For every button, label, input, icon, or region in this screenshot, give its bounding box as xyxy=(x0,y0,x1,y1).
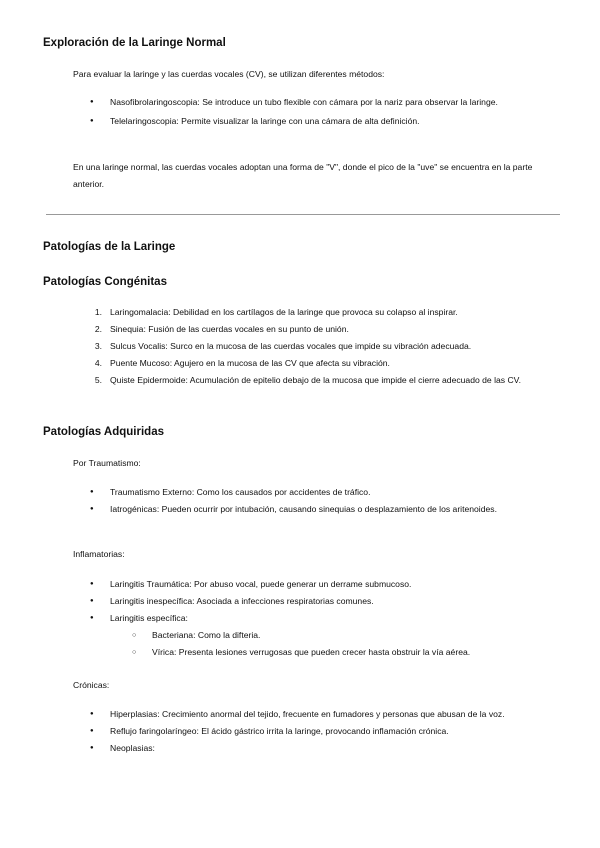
list-item: ● Neoplasias: xyxy=(88,740,558,757)
sub-list-item: ○ Vírica: Presenta lesiones verrugosas que pueden crecer hasta obstruir la vía aérea. xyxy=(130,644,558,661)
list-item: ● Hiperplasias: Crecimiento anormal del tejido, frecuente en fumadores y personas que abusan de la voz. xyxy=(88,706,558,723)
subsection-title-congenitas: Patologías Congénitas xyxy=(43,276,167,288)
list-item: ● Laringitis específica: ○ Bacteriana: Como la difteria. ○ Vírica: Presenta lesiones verrugosas que pueden crecer hasta obstruir la vía aérea. xyxy=(88,610,558,661)
laringitis-especifica-sublist xyxy=(110,627,558,661)
inflamatorias-label: Inflamatorias: xyxy=(73,549,125,559)
list-item: ● Traumatismo Externo: Como los causados por accidentes de tráfico. xyxy=(88,484,558,501)
section-title-exploracion: Exploración de la Laringe Normal xyxy=(43,37,226,49)
list-item: 5. Quiste Epidermoide: Acumulación de epitelio debajo de la mucosa que impide el cierre adecuado de las CV. xyxy=(94,375,522,385)
exploracion-methods-list xyxy=(88,94,558,130)
list-item: ● Laringitis Traumática: Por abuso vocal, puede generar un derrame submucoso. xyxy=(88,576,558,593)
congenitas-list xyxy=(88,304,558,389)
list-item: ● Telelaringoscopia: Permite visualizar la laringe con una cámara de alta definición. xyxy=(88,113,558,130)
section-title-patologias: Patologías de la Laringe xyxy=(43,241,176,253)
inflamatorias-list xyxy=(88,576,558,661)
cronicas-label: Crónicas: xyxy=(73,680,110,690)
list-item: 3. Sulcus Vocalis: Surco en la mucosa de las cuerdas vocales que impide su vibración adecuada. xyxy=(94,341,472,351)
list-item: 2. Sinequia: Fusión de las cuerdas vocales en su punto de unión. xyxy=(94,324,349,334)
traumatismo-label: Por Traumatismo: xyxy=(73,458,141,468)
list-item: ● Nasofibrolaringoscopia: Se introduce un tubo flexible con cámara por la nariz para observar la laringe. xyxy=(88,94,558,111)
sub-list-item: ○ Bacteriana: Como la difteria. xyxy=(130,627,558,644)
list-item: ● Reflujo faringolaríngeo: El ácido gástrico irrita la laringe, provocando inflamación crónica. xyxy=(88,723,558,740)
list-item: ● Iatrogénicas: Pueden ocurrir por intubación, causando sinequias o desplazamiento de los aritenoides. xyxy=(88,501,558,518)
exploracion-intro: Para evaluar la laringe y las cuerdas vocales (CV), se utilizan diferentes métodos: xyxy=(73,69,385,79)
list-item: ● Laringitis inespecífica: Asociada a infecciones respiratorias comunes. xyxy=(88,593,558,610)
cronicas-list xyxy=(88,706,558,757)
section-divider xyxy=(46,214,560,215)
list-item: 4. Puente Mucoso: Agujero en la mucosa de las CV que afecta su vibración. xyxy=(94,358,390,368)
traumatismo-list xyxy=(88,484,558,518)
exploracion-outro: En una laringe normal, las cuerdas vocales adoptan una forma de "V", donde el pico de la "uve" se encuentra en la parte anterior. xyxy=(73,162,533,189)
list-item: 1. Laringomalacia: Debilidad en los cartílagos de la laringe que provoca su colapso al inspirar. xyxy=(94,307,458,317)
subsection-title-adquiridas: Patologías Adquiridas xyxy=(43,426,164,438)
